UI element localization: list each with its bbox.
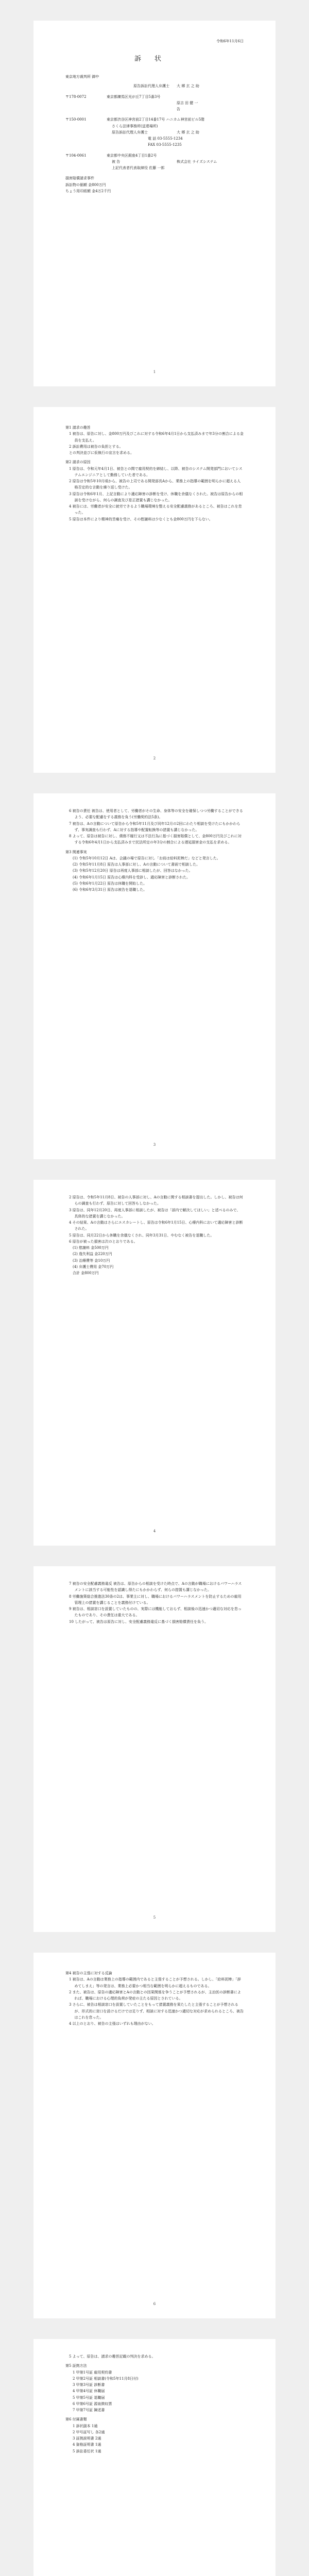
defendant-block: 〒104-0061 東京都中央区銀座4丁目1番2号 被 告 株式会社 ライズシステム 上記代表者代表取締役 佐藤 一郎 xyxy=(65,153,217,170)
evidence-item: 4 甲第4号証 休職届 xyxy=(73,2389,105,2394)
paragraph: 5 よって、原告は、請求の趣旨記載の判決を求める。 xyxy=(69,2354,156,2359)
paragraph: 5 原告は、同月22日から休職を余儀なくされ、同年3月31日、やむなく被告を退職した。 xyxy=(69,1233,214,1238)
document-title: 訴状 xyxy=(134,55,175,63)
document-page-1 xyxy=(33,21,276,386)
section-heading: 第3 関連事実 xyxy=(65,850,87,854)
document-date: 令和6年11月6日 xyxy=(216,39,244,43)
document-page-6 xyxy=(33,1953,276,2318)
paragraph: 4 その結果、Aの言動はさらにエスカレートし、原告は令和6年1月15日、心療内科において適応障害と診断された。 xyxy=(69,1221,243,1231)
evidence-item: 3 甲第3号証 診断書 xyxy=(73,2383,105,2387)
damage-item: (3) 治療費等 金10万円 xyxy=(73,1258,110,1263)
page-number: 6 xyxy=(153,2301,156,2306)
damage-item: (2) 逸失利益 金220万円 xyxy=(73,1252,112,1257)
document-page-5 xyxy=(33,1566,276,1932)
claim-item: 1 被告は、原告に対し、金800万円及びこれに対する令和6年4月1日から支払済みまで年3分の割合による金員を支払え。 xyxy=(69,432,244,443)
fact-item: (4) 令和6年1月15日 原告は心療内科を受診し、適応障害と診断された。 xyxy=(73,875,191,879)
fact-item: (3) 令和5年12月20日 原告は再度人事部に相談したが、回答はなかった。 xyxy=(73,869,193,873)
agent-block: 〒150-0001 東京都渋谷区神宮前2丁目14番17号 ハニカム神宮前ビル5階 さくら法律事務所(送達場所) 原告訴訟代理人弁護士 大 郷 玄 之 助 電 話 03-5555-1234 FAX 03-5555-1235 xyxy=(65,117,204,147)
paragraph: 4 以上のとおり、被告の主張はいずれも理由がない。 xyxy=(69,2022,156,2026)
page-number: 5 xyxy=(153,1915,156,1920)
cause-item: 7 被告は、Aの言動について原告から令和5年11月及び同年12月の2回にわたり相談を受けたにもかかわらず、事実調査も行わず、Aに対する指導や配置転換等の措置も講じなかった。 xyxy=(69,821,241,832)
evidence-item: 7 甲第7号証 陳述書 xyxy=(73,2408,105,2412)
section-heading: 第6 付属書類 xyxy=(65,2417,87,2422)
fact-item: (5) 令和6年1月22日 原告は休職を開始した。 xyxy=(73,881,147,886)
page-number: 4 xyxy=(153,1529,156,1533)
damage-item: (1) 慰謝料 金500万円 xyxy=(73,1246,109,1250)
evidence-item: 1 甲第1号証 雇用契約書 xyxy=(73,2370,112,2375)
paragraph: 2 原告は、令和5年11月8日、被告の人事部に対し、Aの言動に関する相談書を提出した。しかし、被告は何らの調査も行わず、原告に対して回答もしなかった。 xyxy=(69,1195,243,1206)
evidence-item: 2 甲第2号証 相談書(令和5年11月8日付) xyxy=(73,2376,139,2381)
agent-line: 原告訴訟代理人弁護士 大 郷 玄 之 助 xyxy=(133,84,199,89)
court-addressee: 東京地方裁判所 御中 xyxy=(65,75,99,79)
document-page-3 xyxy=(33,793,276,1159)
page-number: 3 xyxy=(153,1142,156,1147)
document-page-7 xyxy=(33,2339,276,2576)
page-number: 2 xyxy=(153,756,156,760)
cause-item: 8 よって、原告は被告に対し、債務不履行又は不法行為に基づく損害賠償として、金800万円及びこれに対する令和6年4月1日から支払済みまで民法所定の年3分の割合による遅延損害金の支払を求める。 xyxy=(69,834,242,845)
attachment-item: 3 証拠説明書 2通 xyxy=(73,2436,101,2441)
section-heading: 第5 証拠方法 xyxy=(65,2364,87,2368)
plaintiff-block: 〒178-0072 東京都練馬区光が丘7丁目5番3号 原 告 吉 田 健 一 xyxy=(65,94,198,111)
cause-item: 3 原告は令和6年1月、上記言動により適応障害の診断を受け、休職を余儀なくされた。被告は原告からの相談を受けながら、何らの調査及び是正措置も講じなかった。 xyxy=(69,492,243,502)
attachment-item: 1 訴状副本 1通 xyxy=(73,2424,98,2428)
evidence-item: 5 甲第5号証 退職届 xyxy=(73,2395,105,2400)
cause-item: 6 被告の責任 被告は、使用者として、労働者がその生命、身体等の安全を確保しつつ労働することができるよう、必要な配慮をする義務を負う(労働契約法5条)。 xyxy=(69,809,243,820)
cause-item: 4 被告には、労働者が安全に就労できるよう職場環境を整える安全配慮義務があるところ、被告はこれを怠った。 xyxy=(69,504,242,515)
section-heading: 第1 請求の趣旨 xyxy=(65,426,91,430)
attachment-item: 4 資格証明書 1通 xyxy=(73,2443,101,2447)
section-heading: 第4 被告の主張に対する反論 xyxy=(65,1971,112,1975)
claim-item: 2 訴訟費用は被告の負担とする。 xyxy=(69,444,123,449)
page-number: 1 xyxy=(153,369,156,374)
paragraph: 9 被告は、相談窓口を設置していたものの、実際には機能しておらず、相談後の迅速かつ適切な対応を怠ったものであり、その責任は重大である。 xyxy=(69,1607,242,1618)
fact-item: (6) 令和6年3月31日 原告は被告を退職した。 xyxy=(73,888,147,892)
fact-item: (2) 令和5年11月8日 原告は人事部に対し、Aの言動について書面で相談した。 xyxy=(73,862,200,867)
paragraph: 7 被告の安全配慮義務違反 被告は、原告からの相談を受けた時点で、Aの言動が職場におけるパワーハラスメントに該当する可能性を認識し得たにもかかわらず、何らの措置も講じなかった。 xyxy=(69,1582,242,1592)
paragraph: 10 したがって、被告は原告に対し、安全配慮義務違反に基づく損害賠償責任を負う。 xyxy=(69,1619,208,1624)
case-info: 損害賠償請求事件 訴訟物の価額 金800万円 ちょう用印紙額 金4万2千円 xyxy=(65,176,111,193)
cause-item: 2 原告は令和5年10月頃から、被告の上司である開発部長Aから、業務上の指導の範囲を明らかに超える人格否定的な言動を繰り返し受けた。 xyxy=(69,479,241,490)
paragraph: 1 被告は、Aの言動は業務上の指導の範囲内であると主張することが予想される。しかし、「給料泥棒」「辞めてしまえ」等の発言は、業務上必要かつ相当な範囲を明らかに超えるものである。 xyxy=(69,1977,241,1988)
paragraph: 6 原告が被った損害は次のとおりである。 xyxy=(69,1239,138,1244)
attachment-item: 5 訴訟委任状 1通 xyxy=(73,2449,101,2453)
paragraph: 3 さらに、被告は相談窓口を設置していたことをもって措置義務を果たしたと主張することが予想されるが、形式的に窓口を設けるだけでは足りず、相談に対する迅速かつ適切な対応が求められるところ、被告はこれを怠った。 xyxy=(69,2003,244,2020)
claim-item: との判決並びに仮執行の宣言を求める。 xyxy=(69,451,134,455)
fact-item: (1) 令和5年10月12日 Aは、会議の場で原告に対し「お前は給料泥棒だ」などと発言した。 xyxy=(73,856,220,860)
cause-item: 1 原告は、令和元年4月1日、被告との間で雇用契約を締結し、以降、被告のシステム開発部門においてシステムエンジニアとして勤務していた者である。 xyxy=(69,466,243,477)
section-heading: 第2 請求の原因 xyxy=(65,460,91,465)
document-page-4 xyxy=(33,1180,276,1546)
paragraph: 2 また、被告は、原告の適応障害とAの言動との因果関係を争うことが予想されるが、主治医の診断書によれば、職場における心理的負荷が発症の主たる原因とされている。 xyxy=(69,1990,241,2001)
attachment-item: 2 甲号証写し 各2通 xyxy=(73,2430,105,2434)
cause-item: 5 原告は本件により精神的苦痛を受け、その慰謝料は少なくとも金800万円を下らない。 xyxy=(69,517,213,521)
paragraph: 3 原告は、同年12月20日、再度人事部に相談したが、被告は「部内で解決してほしい」と述べるのみで、具体的な措置を講じなかった。 xyxy=(69,1208,241,1218)
damage-item: (4) 弁護士費用 金70万円 xyxy=(73,1264,114,1269)
evidence-item: 6 甲第6号証 源泉徴収票 xyxy=(73,2401,112,2406)
paragraph: 8 労働施策総合推進法30条の2は、事業主に対し、職場におけるパワーハラスメントを防止するための雇用管理上の措置を講じることを義務付けている。 xyxy=(69,1594,242,1605)
document-page-2 xyxy=(33,407,276,773)
damage-total: 合計 金800万円 xyxy=(73,1271,99,1275)
